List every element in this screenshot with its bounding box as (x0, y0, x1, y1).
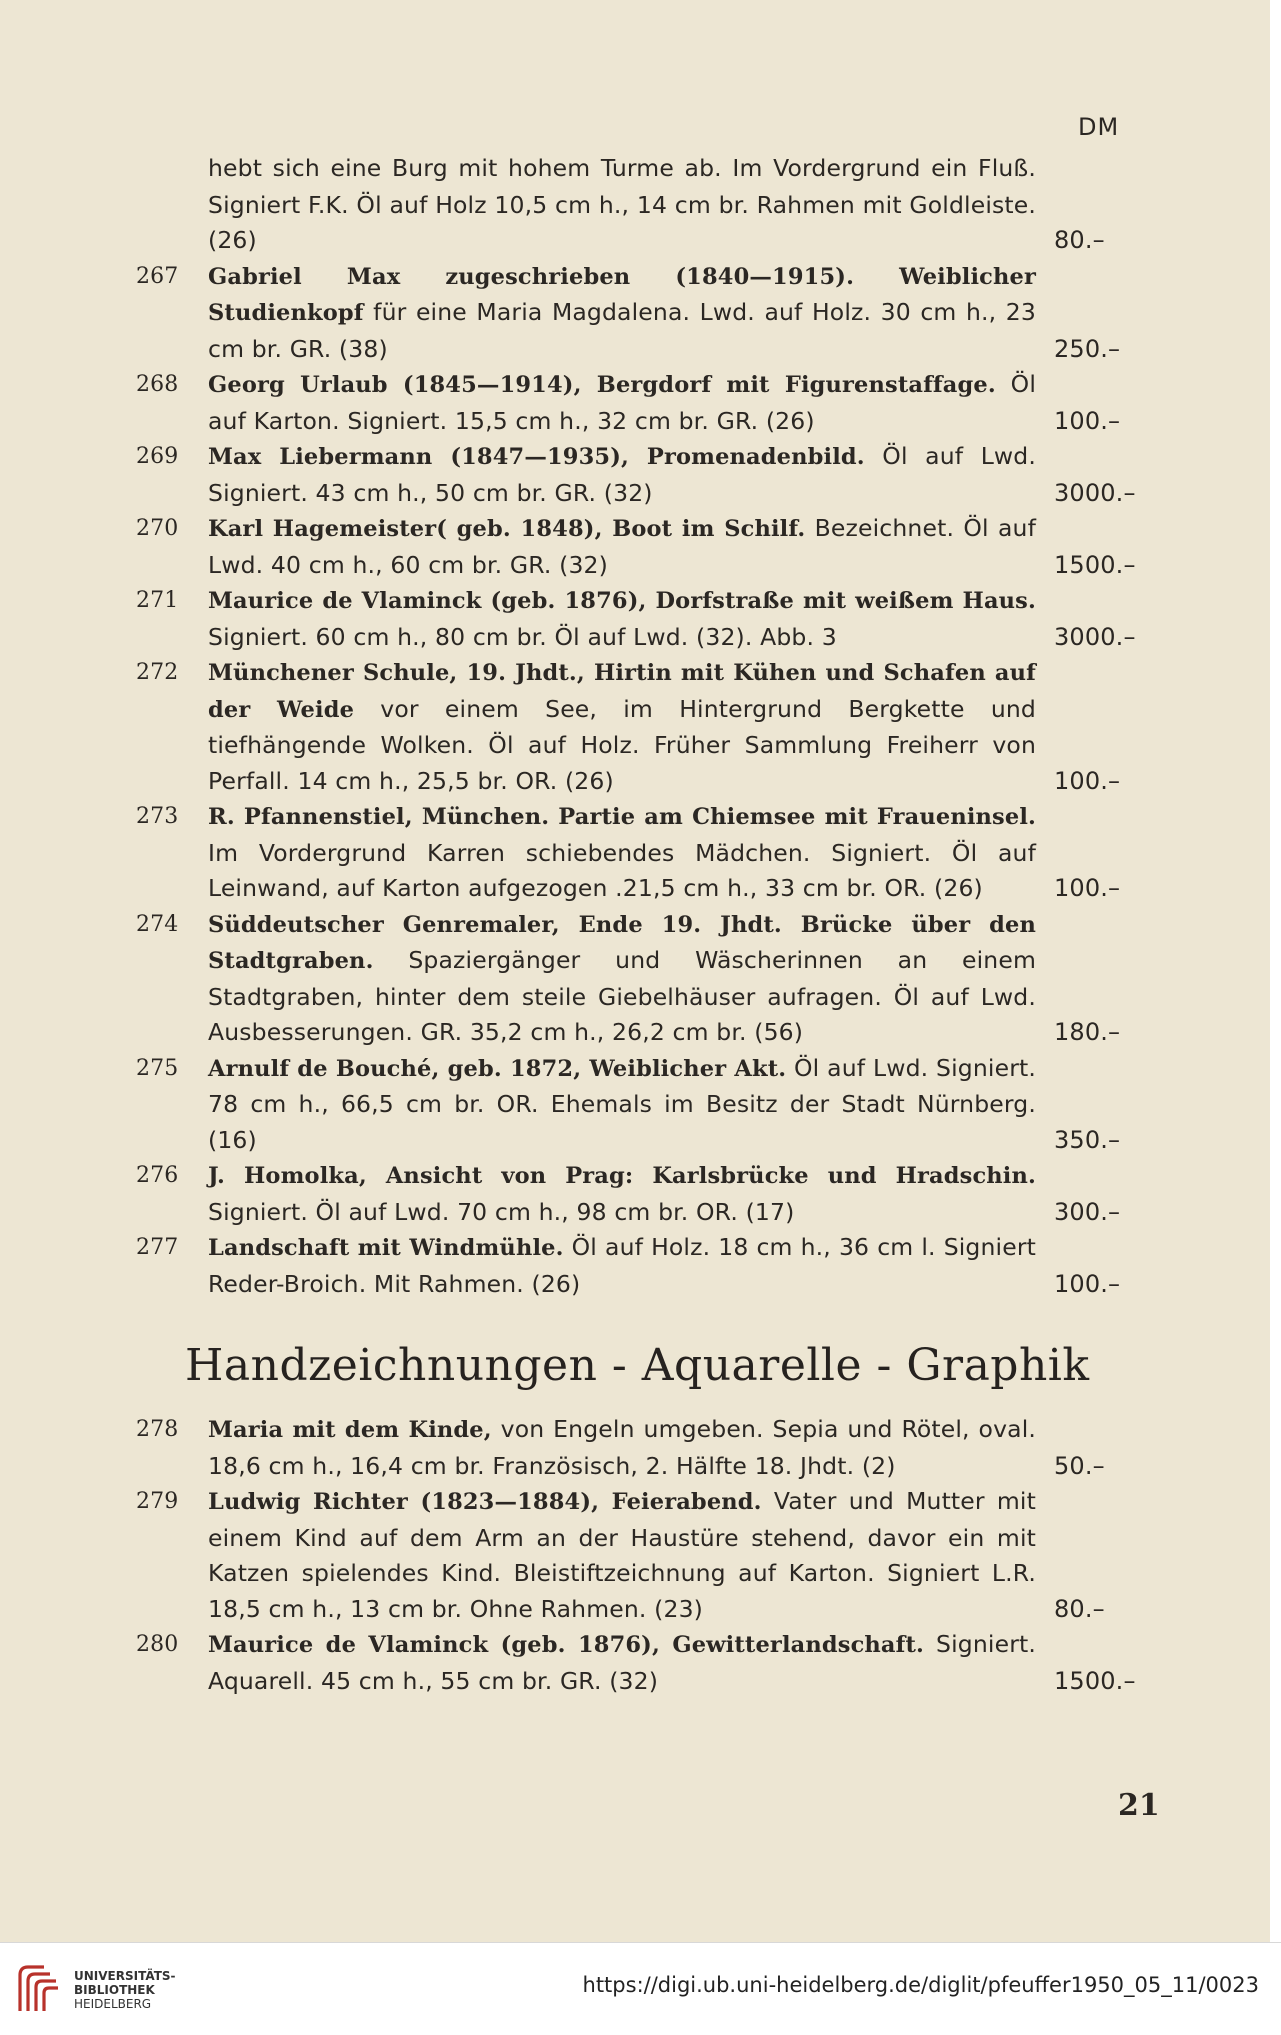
lot-title: Gabriel Max zugeschrieben (1840—1915). Weiblicher Studienkopf (208, 263, 1036, 326)
lot-number: 271 (136, 588, 179, 613)
lot-price: 50.– (1054, 1451, 1105, 1480)
lot-number: 274 (136, 911, 179, 937)
source-url-link[interactable]: https://digi.ub.uni-heidelberg.de/diglit/pfeuffer1950_05_11/0023 (582, 1973, 1259, 1997)
lot-list (0, 151, 1270, 1302)
lot-price: 3000.– (1054, 622, 1136, 651)
lot-title: Arnulf de Bouché, geb. 1872, Weiblicher Akt. (208, 1055, 787, 1082)
library-logo-icon (14, 1961, 62, 2015)
lot-entry (136, 799, 1121, 907)
lot-description: Bezeichnet. Öl auf Lwd. 40 cm h., 60 cm br. GR. (32) (208, 514, 1036, 579)
lot-number: 278 (136, 1417, 179, 1442)
library-name-line-3: HEIDELBERG (74, 1997, 152, 2011)
lot-entry (208, 151, 1105, 259)
lot-entry (136, 1412, 1105, 1484)
lot-description: vor einem See, im Hintergrund Bergkette und tiefhängende Wolken. Öl auf Holz. Früher Sammlung Freiherr von Perfall. 14 cm h., 25,5 br. OR. (26) (208, 694, 1036, 795)
lot-price: 180.– (1054, 1018, 1121, 1046)
lot-title: Maurice de Vlaminck (geb. 1876), Dorfstraße mit weißem Haus. (208, 588, 1036, 614)
lot-description: Öl auf Lwd. Signiert. 43 cm h., 50 cm br. GR. (32) (208, 442, 1036, 507)
lot-entry (136, 1230, 1121, 1302)
lot-title: Münchener Schule, 19. Jhdt., Hirtin mit Kühen und Schafen auf der Weide (208, 660, 1036, 723)
lot-description: Vater und Mutter mit einem Kind auf dem Arm an der Haustüre stehend, davor ein mit Katzen spielendes Kind. Bleistiftzeichnung auf Karton. Signiert L.R. 18,5 cm h., 13 cm br. Ohne Rahmen. (23) (208, 1487, 1036, 1623)
lot-entry (136, 1051, 1121, 1159)
lot-description: Signiert. 60 cm h., 80 cm br. Öl auf Lwd. (32). Abb. 3 (208, 622, 837, 651)
lot-number: 270 (136, 516, 179, 541)
lot-price: 250.– (1054, 334, 1121, 363)
lot-price: 1500.– (1054, 550, 1136, 579)
lot-price: 100.– (1054, 406, 1121, 435)
footer-bar (0, 1942, 1281, 2035)
currency-header: DM (1078, 113, 1120, 141)
lot-title: Maria mit dem Kinde, (208, 1417, 492, 1443)
lot-price: 100.– (1054, 766, 1121, 795)
lot-price: 80.– (1054, 1594, 1105, 1623)
lot-title: J. Homolka, Ansicht von Prag: Karlsbrücke und Hradschin. (208, 1163, 1036, 1189)
lot-number: 267 (136, 263, 179, 289)
lot-title: Karl Hagemeister( geb. 1848), Boot im Schilf. (208, 516, 806, 542)
lot-number: 277 (136, 1235, 179, 1260)
lot-number: 269 (136, 444, 179, 469)
lot-number: 272 (136, 660, 179, 685)
library-name (74, 1969, 176, 2011)
lot-title: R. Pfannenstiel, München. Partie am Chiemsee mit Fraueninsel. (208, 804, 1036, 830)
lot-title: Georg Urlaub (1845—1914), Bergdorf mit Figurenstaffage. (208, 372, 996, 398)
lot-price: 100.– (1054, 874, 1121, 902)
lot-price: 300.– (1054, 1197, 1121, 1226)
lot-price: 3000.– (1054, 478, 1136, 507)
lot-entry (136, 907, 1121, 1051)
lot-description: Signiert. Öl auf Lwd. 70 cm h., 98 cm br. OR. (17) (208, 1197, 795, 1226)
lot-description: Im Vordergrund Karren schiebendes Mädchen. Signiert. Öl auf Leinwand, auf Karton aufgezogen .21,5 cm h., 33 cm br. OR. (26) (208, 838, 1036, 902)
lot-entry (136, 1484, 1105, 1627)
lot-title: Landschaft mit Windmühle. (208, 1235, 564, 1261)
lot-description: Öl auf Holz. 18 cm h., 36 cm l. Signiert Reder-Broich. Mit Rahmen. (26) (208, 1233, 1037, 1298)
lot-title: Süddeutscher Genremaler, Ende 19. Jhdt. Brücke über den Stadtgraben. (208, 911, 1036, 974)
lot-description: für eine Maria Magdalena. Lwd. auf Holz. 30 cm h., 23 cm br. GR. (38) (208, 298, 1036, 363)
lot-description: Öl auf Lwd. Signiert. 78 cm h., 66,5 cm br. OR. Ehemals im Besitz der Stadt Nürnberg. (16) (208, 1053, 1036, 1154)
lot-entry (136, 583, 1136, 655)
lot-number: 275 (136, 1055, 179, 1081)
lot-description: Spaziergänger und Wäscherinnen an einem Stadtgraben, hinter dem steile Giebelhäuser aufragen. Öl auf Lwd. Ausbesserungen. GR. 35,2 cm h., 26,2 cm br. (56) (208, 946, 1037, 1046)
lot-price: 350.– (1054, 1125, 1121, 1154)
library-name-line-2: BIBLIOTHEK (74, 1983, 155, 1997)
lot-number: 276 (136, 1163, 179, 1188)
lot-number: 273 (136, 804, 179, 829)
lot-entry (136, 1627, 1136, 1699)
lot-number: 268 (136, 372, 179, 397)
lot-description: Öl auf Karton. Signiert. 15,5 cm h., 32 cm br. GR. (26) (208, 370, 1036, 435)
lot-number: 279 (136, 1489, 179, 1514)
page-number: 21 (1118, 1788, 1160, 1823)
lot-entry (136, 367, 1121, 439)
lot-title: Ludwig Richter (1823—1884), Feierabend. (208, 1489, 762, 1515)
section-heading: Handzeichnungen - Aquarelle - Graphik (185, 1340, 1090, 1391)
lot-entry (136, 511, 1136, 583)
lot-price: 100.– (1054, 1269, 1121, 1298)
lot-title: Max Liebermann (1847—1935), Promenadenbild. (208, 444, 865, 470)
lot-description: Signiert. Aquarell. 45 cm h., 55 cm br. GR. (32) (208, 1630, 1036, 1695)
lot-number: 280 (136, 1632, 179, 1657)
lot-entry (136, 439, 1136, 511)
lot-entry (136, 1158, 1121, 1230)
library-name-line-1: UNIVERSITÄTS- (74, 1969, 176, 1983)
lot-description: hebt sich eine Burg mit hohem Turme ab. Im Vordergrund ein Fluß. Signiert F.K. Öl auf Holz 10,5 cm h., 14 cm br. Rahmen mit Goldleiste. (26) (208, 154, 1036, 254)
lot-entry (136, 655, 1121, 799)
lot-entry (136, 259, 1121, 368)
lot-title: Maurice de Vlaminck (geb. 1876), Gewitterlandschaft. (208, 1632, 925, 1658)
lot-description: von Engeln umgeben. Sepia und Rötel, oval. 18,6 cm h., 16,4 cm br. Französisch, 2. Hälfte 18. Jhdt. (2) (208, 1415, 1036, 1480)
section-lot-list (0, 1412, 1270, 1699)
lot-price: 80.– (1054, 226, 1105, 254)
lot-price: 1500.– (1054, 1666, 1136, 1695)
